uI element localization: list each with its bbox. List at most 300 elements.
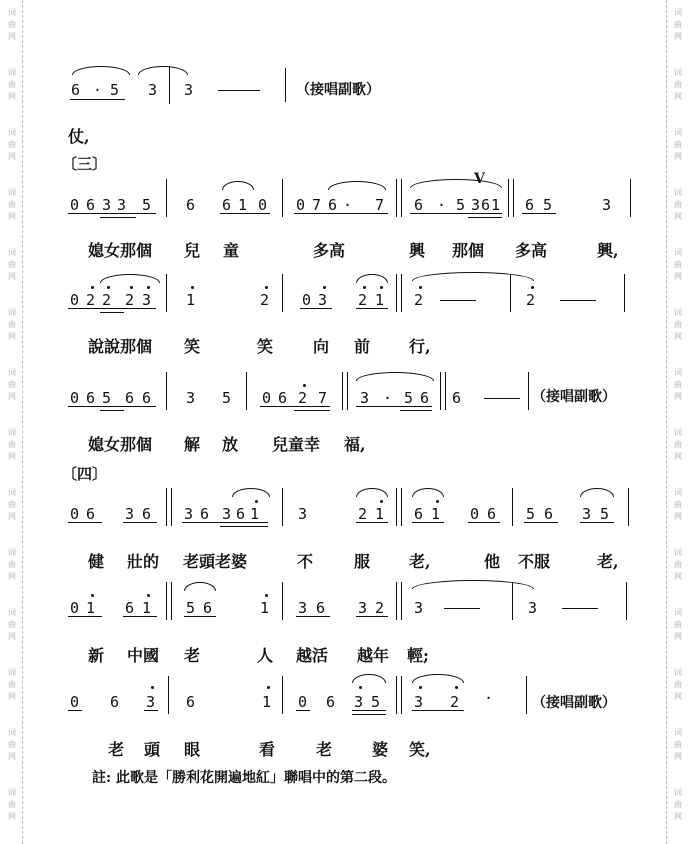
- watermark-glyph: 网: [8, 212, 16, 221]
- watermark-glyph: 网: [674, 632, 682, 641]
- note: 6: [414, 505, 424, 523]
- watermark-glyph: 词: [8, 608, 16, 617]
- octave-dot: [265, 594, 268, 597]
- watermark-glyph: 网: [674, 812, 682, 821]
- note: 3: [148, 81, 158, 99]
- note: 3: [186, 389, 196, 407]
- underline: [100, 410, 124, 411]
- breath-mark: V: [474, 171, 485, 187]
- underline: [412, 710, 464, 711]
- note: 5: [102, 389, 112, 407]
- watermark-glyph: 网: [674, 392, 682, 401]
- slur: [352, 674, 386, 683]
- annotation-text: （接唱副歌）: [532, 695, 616, 711]
- note: 6: [86, 505, 96, 523]
- note: 6: [142, 505, 152, 523]
- watermark-glyph: 词: [8, 368, 16, 377]
- underline: [300, 308, 332, 309]
- octave-dot: [267, 686, 270, 689]
- lyric: 不: [297, 552, 314, 571]
- score-row-4: [0, 486, 690, 530]
- lyric: 媳女那個: [88, 435, 153, 454]
- note: 3: [528, 599, 538, 617]
- watermark-glyph: 网: [8, 512, 16, 521]
- underline: [68, 710, 82, 711]
- underline: [68, 522, 102, 523]
- barline: [282, 488, 283, 526]
- note: 6: [86, 196, 96, 214]
- note: 3: [360, 389, 370, 407]
- double-barline: [513, 179, 514, 217]
- slur: [412, 580, 534, 589]
- note: 6: [326, 693, 336, 711]
- note: 6: [125, 599, 135, 617]
- note: 6: [186, 196, 196, 214]
- watermark-glyph: 词: [8, 128, 16, 137]
- note: 3: [298, 599, 308, 617]
- watermark-glyph: 曲: [674, 80, 682, 89]
- footnote: 註: 此歌是「勝利花開遍地紅」聯唱中的第二段。: [92, 770, 397, 786]
- double-barline: [396, 179, 397, 217]
- octave-dot: [91, 594, 94, 597]
- underline: [70, 99, 125, 100]
- note: 3: [184, 505, 194, 523]
- underline: [68, 616, 102, 617]
- note: 5: [404, 389, 414, 407]
- octave-dot: [380, 286, 383, 289]
- dash: [560, 300, 596, 301]
- lyric: 看: [259, 740, 276, 759]
- lyric: 他: [484, 552, 501, 571]
- lyric: 說說那個: [88, 337, 153, 356]
- lyric: 多高: [313, 241, 346, 260]
- watermark-glyph: 网: [8, 572, 16, 581]
- barline: [512, 582, 513, 620]
- watermark-glyph: 曲: [8, 380, 16, 389]
- lyric: 解: [184, 435, 201, 454]
- dash: [484, 398, 520, 399]
- watermark-glyph: 词: [674, 728, 682, 737]
- section-4-label: 〔四〕: [62, 465, 108, 483]
- lyric: 老,: [409, 552, 431, 571]
- watermark-glyph: 词: [8, 188, 16, 197]
- double-barline: [396, 274, 397, 312]
- note: 6: [142, 389, 152, 407]
- double-barline: [401, 274, 402, 312]
- barline: [166, 274, 167, 312]
- section-3-label: 〔三〕: [62, 155, 108, 173]
- note: 0: [258, 196, 268, 214]
- lyric: 服: [354, 552, 371, 571]
- barline: [510, 274, 511, 312]
- note: 3: [125, 505, 135, 523]
- lyric: 放: [222, 435, 239, 454]
- watermark-glyph: 曲: [674, 680, 682, 689]
- watermark-glyph: 曲: [674, 440, 682, 449]
- watermark-glyph: 网: [674, 272, 682, 281]
- octave-dot: [151, 686, 154, 689]
- note: 1: [142, 599, 152, 617]
- double-barline: [508, 179, 509, 217]
- note: ·: [484, 689, 494, 707]
- watermark-glyph: 词: [8, 8, 16, 17]
- note: 0: [262, 389, 272, 407]
- lyric: 福,: [344, 435, 366, 454]
- lyric: 不服: [518, 552, 551, 571]
- barline: [282, 676, 283, 714]
- note: 3: [146, 693, 156, 711]
- lyric: 多高: [515, 241, 548, 260]
- watermark-glyph: 词: [674, 488, 682, 497]
- note: 3: [184, 81, 194, 99]
- watermark-glyph: 曲: [674, 140, 682, 149]
- watermark-glyph: 曲: [674, 320, 682, 329]
- underline: [68, 308, 156, 309]
- watermark-glyph: 曲: [674, 260, 682, 269]
- watermark-glyph: 网: [8, 152, 16, 161]
- note: 0: [298, 693, 308, 711]
- underline: [260, 406, 330, 407]
- barline: [246, 372, 247, 410]
- watermark-glyph: 网: [8, 752, 16, 761]
- watermark-glyph: 词: [8, 248, 16, 257]
- watermark-glyph: 词: [674, 608, 682, 617]
- note: 2: [414, 291, 424, 309]
- underline: [468, 522, 500, 523]
- note: 6: [110, 693, 120, 711]
- note: 2: [260, 291, 270, 309]
- note: 3: [117, 196, 127, 214]
- score-row-0: [0, 66, 690, 110]
- watermark-glyph: 曲: [8, 320, 16, 329]
- note: 1: [375, 291, 385, 309]
- underline: [294, 410, 330, 411]
- note: ·: [93, 81, 103, 99]
- watermark-glyph: 曲: [674, 620, 682, 629]
- watermark-glyph: 网: [674, 512, 682, 521]
- note: 5: [456, 196, 466, 214]
- double-barline: [401, 582, 402, 620]
- octave-dot: [147, 286, 150, 289]
- note: 0: [296, 196, 306, 214]
- note: 5: [526, 505, 536, 523]
- octave-dot: [107, 286, 110, 289]
- note: 6: [481, 196, 491, 214]
- lyric: 婆: [372, 740, 389, 759]
- watermark-glyph: 曲: [674, 200, 682, 209]
- note: 1: [86, 599, 96, 617]
- barline: [166, 179, 167, 217]
- watermark-glyph: 词: [8, 668, 16, 677]
- watermark-glyph: 曲: [8, 560, 16, 569]
- note: 1: [431, 505, 441, 523]
- lyric: 興: [409, 241, 426, 260]
- watermark-glyph: 词: [674, 428, 682, 437]
- octave-dot: [91, 286, 94, 289]
- note: 3: [354, 693, 364, 711]
- watermark-glyph: 网: [674, 692, 682, 701]
- note: 1: [260, 599, 270, 617]
- underline: [468, 217, 502, 218]
- underline: [100, 217, 136, 218]
- underline: [123, 616, 157, 617]
- double-barline: [171, 488, 172, 526]
- score-row-6: [0, 672, 690, 716]
- annotation-text: （接唱副歌）: [532, 389, 616, 405]
- octave-dot: [419, 286, 422, 289]
- note: 3: [358, 599, 368, 617]
- watermark-glyph: 曲: [8, 800, 16, 809]
- watermark-glyph: 词: [674, 188, 682, 197]
- double-barline: [166, 488, 167, 526]
- double-barline: [396, 676, 397, 714]
- note: 2: [450, 693, 460, 711]
- watermark-glyph: 曲: [8, 740, 16, 749]
- barline: [528, 372, 529, 410]
- octave-dot: [363, 286, 366, 289]
- lyric: 興,: [597, 241, 619, 260]
- lyric: 老,: [597, 552, 619, 571]
- watermark-glyph: 曲: [674, 740, 682, 749]
- barline: [626, 582, 627, 620]
- double-barline: [171, 582, 172, 620]
- double-barline: [396, 582, 397, 620]
- note: 0: [70, 196, 80, 214]
- right-watermark-strip: [670, 0, 686, 844]
- score-row-3: [0, 368, 690, 412]
- barline: [168, 676, 169, 714]
- watermark-glyph: 词: [8, 788, 16, 797]
- lyric: 健: [88, 552, 105, 571]
- watermark-glyph: 网: [674, 452, 682, 461]
- note: 3: [582, 505, 592, 523]
- octave-dot: [147, 594, 150, 597]
- watermark-glyph: 词: [8, 68, 16, 77]
- watermark-glyph: 曲: [8, 440, 16, 449]
- barline: [282, 274, 283, 312]
- note: 3: [471, 196, 481, 214]
- lyric: 新: [88, 646, 105, 665]
- octave-dot: [265, 286, 268, 289]
- note: 2: [526, 291, 536, 309]
- note: 5: [142, 196, 152, 214]
- note: 2: [375, 599, 385, 617]
- annotation-text: （接唱副歌）: [296, 82, 380, 98]
- underline: [220, 213, 270, 214]
- note: 6: [186, 693, 196, 711]
- double-barline: [342, 372, 343, 410]
- lyric: 行,: [409, 337, 431, 356]
- octave-dot: [303, 384, 306, 387]
- note: 6: [71, 81, 81, 99]
- note: 2: [125, 291, 135, 309]
- note: 1: [186, 291, 196, 309]
- note: 6: [544, 505, 554, 523]
- underline: [296, 710, 310, 711]
- barline: [624, 274, 625, 312]
- note: 3: [298, 505, 308, 523]
- watermark-glyph: 曲: [674, 20, 682, 29]
- slur: [412, 488, 444, 497]
- underline: [524, 522, 558, 523]
- barline: [512, 488, 513, 526]
- watermark-glyph: 网: [8, 272, 16, 281]
- octave-dot: [380, 500, 383, 503]
- barline: [169, 66, 170, 104]
- watermark-glyph: 词: [674, 668, 682, 677]
- underline: [356, 406, 432, 407]
- watermark-glyph: 词: [674, 548, 682, 557]
- lyric: 越年: [357, 646, 390, 665]
- note: 3: [102, 196, 112, 214]
- dash: [218, 90, 260, 91]
- note: 0: [70, 599, 80, 617]
- slur: [222, 181, 254, 190]
- watermark-glyph: 曲: [8, 680, 16, 689]
- note: 0: [70, 505, 80, 523]
- double-barline: [401, 676, 402, 714]
- watermark-glyph: 网: [8, 452, 16, 461]
- watermark-glyph: 网: [674, 92, 682, 101]
- note: 2: [298, 389, 308, 407]
- watermark-glyph: 网: [674, 212, 682, 221]
- slur: [410, 179, 502, 188]
- underline: [184, 616, 216, 617]
- note: 6: [487, 505, 497, 523]
- note: 3: [414, 599, 424, 617]
- slur: [412, 674, 464, 683]
- note: 5: [222, 389, 232, 407]
- lyric: 笑: [257, 337, 274, 356]
- lyric: 壯的: [127, 552, 160, 571]
- score-row-1: [0, 171, 690, 219]
- watermark-glyph: 网: [8, 812, 16, 821]
- barline: [628, 488, 629, 526]
- watermark-glyph: 网: [8, 632, 16, 641]
- note: 6: [203, 599, 213, 617]
- watermark-glyph: 词: [674, 248, 682, 257]
- slur: [356, 488, 388, 497]
- watermark-glyph: 网: [8, 32, 16, 41]
- lyric: 老: [184, 646, 201, 665]
- slur: [328, 181, 386, 190]
- watermark-glyph: 词: [674, 68, 682, 77]
- note: 6: [328, 196, 338, 214]
- double-barline: [401, 179, 402, 217]
- underline: [412, 522, 444, 523]
- note: 6: [452, 389, 462, 407]
- underline: [296, 616, 330, 617]
- underline: [294, 213, 388, 214]
- underline: [123, 522, 157, 523]
- score-row-2: [0, 270, 690, 314]
- barline: [526, 676, 527, 714]
- lyric-line-0: 仗,: [68, 127, 90, 146]
- lyric: 眼: [184, 740, 201, 759]
- watermark-glyph: 词: [674, 788, 682, 797]
- score-row-5: [0, 580, 690, 624]
- note: ·: [383, 389, 393, 407]
- slur: [72, 66, 130, 75]
- watermark-glyph: 网: [674, 332, 682, 341]
- lyric: 兒童幸: [272, 435, 321, 454]
- note: 5: [600, 505, 610, 523]
- note: ·: [343, 196, 353, 214]
- octave-dot: [436, 500, 439, 503]
- underline: [522, 213, 556, 214]
- slur: [184, 582, 216, 591]
- underline: [356, 616, 388, 617]
- note: 7: [312, 196, 322, 214]
- note: 1: [238, 196, 248, 214]
- note: 3: [222, 505, 232, 523]
- watermark-glyph: 网: [674, 152, 682, 161]
- left-watermark-strip: [4, 0, 20, 844]
- watermark-glyph: 网: [8, 392, 16, 401]
- slur: [100, 274, 160, 283]
- note: 2: [86, 291, 96, 309]
- note: 0: [70, 693, 80, 711]
- note: 5: [543, 196, 553, 214]
- barline: [282, 582, 283, 620]
- note: 5: [371, 693, 381, 711]
- barline: [166, 372, 167, 410]
- slur: [580, 488, 614, 497]
- note: 2: [358, 505, 368, 523]
- watermark-glyph: 曲: [674, 500, 682, 509]
- watermark-glyph: 词: [8, 308, 16, 317]
- underline: [400, 410, 432, 411]
- note: 0: [470, 505, 480, 523]
- lyric: 向: [313, 337, 330, 356]
- underline: [410, 213, 502, 214]
- underline: [68, 213, 156, 214]
- watermark-glyph: 曲: [8, 200, 16, 209]
- double-barline: [347, 372, 348, 410]
- watermark-glyph: 词: [8, 428, 16, 437]
- slur: [412, 272, 534, 281]
- lyric: 笑: [184, 337, 201, 356]
- octave-dot: [419, 686, 422, 689]
- lyric: 越活: [296, 646, 329, 665]
- barline: [630, 179, 631, 217]
- underline: [352, 714, 386, 715]
- watermark-glyph: 曲: [8, 620, 16, 629]
- watermark-glyph: 网: [8, 92, 16, 101]
- lyric: 輕;: [407, 646, 429, 665]
- note: 6: [222, 196, 232, 214]
- underline: [356, 308, 388, 309]
- note: 2: [358, 291, 368, 309]
- lyric: 老: [316, 740, 333, 759]
- watermark-glyph: 网: [674, 572, 682, 581]
- note: 5: [186, 599, 196, 617]
- note: 1: [491, 196, 501, 214]
- watermark-glyph: 词: [8, 488, 16, 497]
- note: 6: [200, 505, 210, 523]
- dash: [562, 608, 598, 609]
- lyric: 笑,: [409, 740, 431, 759]
- watermark-glyph: 曲: [8, 80, 16, 89]
- lyric: 童: [223, 241, 240, 260]
- note: 7: [375, 196, 385, 214]
- watermark-glyph: 网: [8, 692, 16, 701]
- note: ·: [437, 196, 447, 214]
- note: 6: [278, 389, 288, 407]
- octave-dot: [359, 686, 362, 689]
- slur: [138, 66, 188, 75]
- note: 6: [125, 389, 135, 407]
